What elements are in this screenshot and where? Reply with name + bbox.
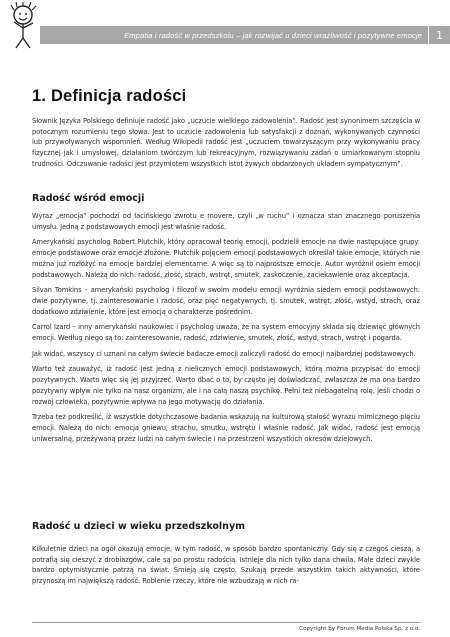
section-title-definition: 1. Definicja radości: [32, 87, 187, 105]
stick-figure-logo: [4, 2, 44, 50]
section-title-preschool-joy: Radość u dzieci w wieku przedszkolnym: [32, 521, 246, 532]
section-title-joy-among-emotions: Radość wśród emocji: [32, 193, 145, 204]
page-number: 1: [428, 26, 450, 44]
paragraph: Wyraz „emocja” pochodzi od łacińskiego zwrotu e movere, czyli „w ruchu” i oznacza stan znacznego poruszenia umysłu. Jedną z podstawowych emocji jest właśnie radość.: [32, 212, 420, 231]
header-title: Empatia i radość w przedszkolu – jak rozwijać u dzieci wrażliwość i pozytywne emocje: [124, 30, 422, 40]
section2-body: [32, 211, 420, 444]
section3-body: [32, 544, 420, 587]
paragraph: Jak widać, wszyscy ci uznani na całym świecie badacze emocji zaliczyli radość do emocji najbardziej podstawowych.: [32, 349, 416, 358]
paragraph: Kilkuletnie dzieci na ogół okazują emocje, w tym radość, w sposób bardzo spontaniczny. Gdy się z czegoś cieszą, a potrafią się cieszyć z drobiazgów, całe są po prostu radością. Istnieje dla nich tylko dana chwila. Małe dzieci zwykle bardzo optymistycznie patrzą na świat. Śmieją się często. Szukają przede wszystkim takich aktywności, które przynoszą im największą radość. Roblenie rzeczy, które nie wzbudzają w nich ra-: [32, 545, 420, 586]
paragraph: Amerykański psycholog Robert Plutchik, który opracował teorię emocji, podzielił emocje na dwie następujące grupy: emocje podstawowe oraz emocje złożone. Plutchik pojęciem emocji podstawowych określał takie emocje, których nie można już rozłożyć na emocje bardziej elementarne. A więc są to najprostsze emocje. Autor wyróżnił osiem emocji podstawowych. Należą do nich: radość, złość, strach, wstręt, smutek, zaskoczenie, zaciekawienie oraz akceptacja.: [32, 238, 420, 279]
paragraph: Słownik Języka Polskiego definiuje radość jako „uczucie wielkiego zadowolenia”. Radość jest synonimem szczęścia w potocznym rozumieniu tego słowa. Jest to uczucie zadowolenia lub satysfakcji z doznań, wykonywanych czynności lub przywoływanych wspomnień. Według Wikipedii radość jest „uczuciem towarzyszącym przy wykonywaniu pracy fizycznej jak i umysłowej, działaniom twórczym lub rekreacyjnym, rozwiązywaniu zadań o umiarkowanym stopniu trudności. Odczuwanie radości jest przymiotem wszystkich istot żywych obdarzonych układem sympatycznym”.: [32, 117, 420, 168]
paragraph: Carrol Izard – inny amerykański naukowiec i psycholog uważa, że na system emocyjny składa się dziewięć głównych emocji. Według niego są to: zainteresowanie, radość, zdziwienie, smutek, złość, wstyd, strach, wstręt i pogarda.: [32, 323, 420, 343]
paragraph: Silvan Tomkins – amerykański psycholog i filozof w swoim modelu emocji wyróżnia siedem emocji podstawowych: dwie pozytywne, tj. zainteresowanie i radość, oraz pięć negatywnych, tj. smutek, wstręt, złość, wstyd, strach, oraz dodatkowo zdziwienie, które jest emocją o charakterze pośrednim.: [32, 286, 420, 316]
footer-copyright: Copyright by Forum Media Polska Sp. z o.o.: [299, 626, 420, 632]
section1-body: [32, 116, 420, 170]
header-bar: [40, 26, 450, 44]
paragraph: Warto też zauważyć, iż radość jest jedną z nielicznych emocji podstawowych, którą można przypisać do emocji pozytywnych. Warto więc się jej przyjrzeć. Warto dbać o to, by często jej doświadczać, zwłaszcza że ma ona bardzo pozytywny wpływ nie tylko na nasz organizm, ale i na całą naszą psychikę. Pełni też niebagatelną rolę, jeśli chodzi o rozwój człowieka, pozytywnie wpływa na jego motywację do działania.: [32, 365, 420, 406]
footer-divider: [32, 622, 420, 623]
paragraph: Trzeba też podkreślić, iż wszystkie dotychczasowe badania wskazują na kulturową stałość wyrazu mimicznego pięciu emocji. Należą do nich: emocja gniewu, strachu, smutku, wstrętu i właśnie radość. Jak widać, radość jest emocją uniwersalną, przeżywaną przez ludzi na całym świecie i na przestrzeni wszystkich okresów dziejowych.: [32, 413, 420, 443]
